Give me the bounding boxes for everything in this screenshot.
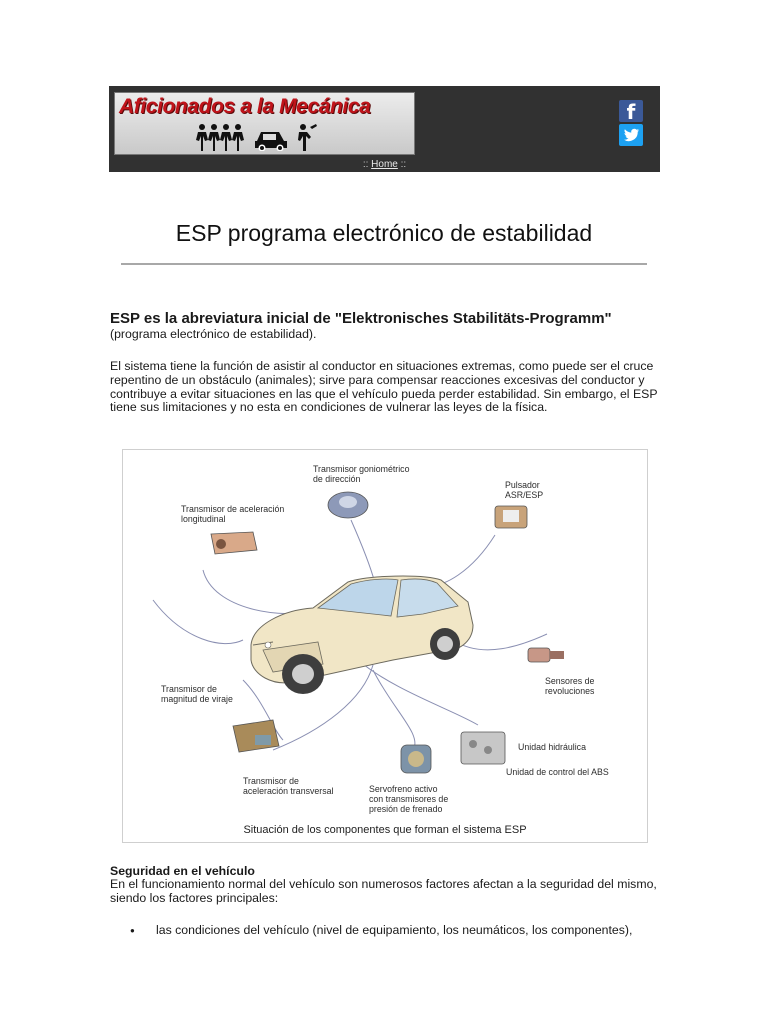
bullet-text: las condiciones del vehículo (nivel de equipamiento, los neumáticos, los componentes),	[156, 923, 633, 937]
twitter-icon[interactable]	[619, 124, 643, 146]
label-servofreno: Servofreno activo con transmisores de presión de frenado	[369, 784, 449, 814]
intro-subheading: (programa electrónico de estabilidad).	[110, 327, 317, 341]
servo-icon	[401, 745, 431, 773]
top-nav	[109, 159, 660, 170]
site-header	[109, 86, 660, 172]
label-sensores: Sensores de revoluciones	[545, 676, 595, 696]
figure-caption: Situación de los componentes que forman el sistema ESP	[243, 824, 527, 836]
intro-paragraph: El sistema tiene la función de asistir al conductor en situaciones extremas, como puede ser el cruce repentino de un obstáculo (animales); sirve para compensar reacciones excesivas del conductor y contribuye a evitar situaciones en las que el vehículo pueda perder estabilidad. Sin embargo, el ESP tiene sus limitaciones y no esta en condiciones de vulnerar las leyes de la física.	[110, 359, 658, 415]
intro-heading: ESP es la abreviatura inicial de "Elektronisches Stabilitäts-Programm"	[110, 310, 612, 327]
label-transversal: Transmisor de aceleración transversal	[243, 776, 334, 796]
esp-components-figure	[122, 449, 648, 843]
section-heading: Seguridad en el vehículo	[110, 864, 255, 878]
logo-figures-icon	[193, 123, 343, 151]
long-sensor-icon	[211, 532, 257, 554]
label-abs: Unidad de control del ABS	[506, 767, 609, 777]
wheel-speed-sensor-icon	[528, 648, 564, 662]
label-long: Transmisor de aceleración longitudinal	[181, 504, 285, 524]
title-divider	[121, 263, 647, 265]
facebook-icon[interactable]: f	[619, 100, 643, 122]
site-logo[interactable]	[114, 92, 415, 155]
hydraulic-unit-icon	[461, 732, 505, 764]
label-viraje: Transmisor de magnitud de viraje	[161, 684, 233, 704]
list-item	[130, 923, 632, 937]
car-illustration	[251, 576, 473, 694]
label-gonio: Transmisor goniométrico de dirección	[313, 464, 410, 484]
nav-separator-right: ::	[400, 159, 407, 170]
nav-home-link[interactable]: Home	[371, 159, 398, 170]
label-pulsador: Pulsador ASR/ESP	[505, 480, 544, 500]
bullet-icon: ●	[130, 926, 135, 936]
logo-title: Aficionados a la Mecánica	[119, 95, 371, 118]
section-paragraph: En el funcionamiento normal del vehículo son numerosos factores afectan a la seguridad del mismo, siendo los factores principales:	[110, 877, 657, 905]
yaw-sensor-icon	[233, 720, 279, 752]
page-title: ESP programa electrónico de estabilidad	[175, 220, 593, 246]
pulsador-icon	[495, 506, 527, 528]
gonio-sensor-icon	[328, 492, 368, 518]
label-hidraulica: Unidad hidráulica	[518, 742, 586, 752]
nav-separator-left: ::	[362, 159, 369, 170]
